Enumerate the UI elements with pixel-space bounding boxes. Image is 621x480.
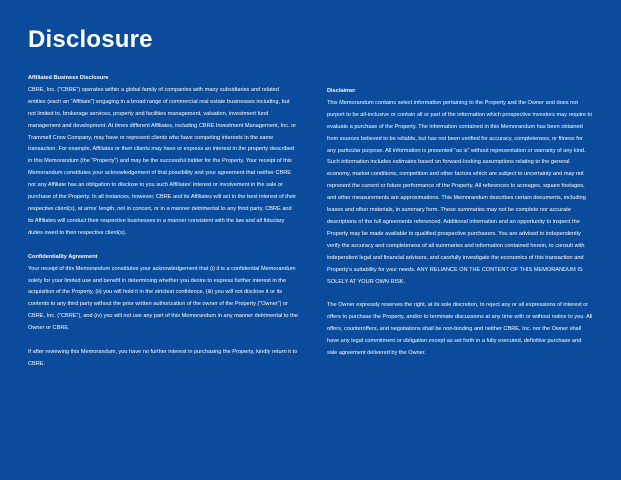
left-column [28,73,298,371]
owner-rights-paragraph: The Owner expressly reserves the right, at its sole discretion, to reject any or all expressions of interest or offers to purchase the Property, and/or to terminate discussions at any time with or without notice to you. All offers, counteroffers, and negotiations shall be non-binding and neither CBRE, Inc. nor the Owner shall have any legal commitment or obligation except as set forth in a fully executed, definitive purchase and sale agreement delivered by the Owner. [327,302,593,357]
right-column [327,73,593,360]
confidentiality-closing: If after reviewing this Memorandum, you have no further interest in purchasing the Property, kindly return it to CBRE. [28,349,298,367]
disclaimer-body: This Memorandum contains select information pertaining to the Property and the Owner and does not purport to be all-inclusive or contain all or part of the information which prospective investors may require to evaluate a purchase of the Property. The information contained in this Memorandum has been obtained from sources believed to be reliable, but has not been verified for accuracy, completeness, or fitness for any particular purpose. All information is presented “as is” without representation or warranty of any kind. Such information includes estimates based on forward-looking assumptions relating to the general economy, market conditions, competition and other factors which are subject to uncertainty and may not represent the current or future performance of the Property. All references to acreages, square footages, and other measurements are approximations. This Memorandum describes certain documents, including leases and other materials, in summary form. These summaries may not be complete nor accurate descriptions of the full agreements referenced. Additional information and an opportunity to inspect the Property may be made available to qualified prospective purchasers. You are advised to independently verify the accuracy and completeness of all summaries and information contained herein, to consult with independent legal and financial advisors, and carefully investigate the economics of this transaction and Property’s suitability for your needs. ANY RELIANCE ON THE CONTENT OF THIS MEMORANDUM IS SOLELY AT YOUR OWN RISK. [327,99,593,285]
affiliated-heading: Affiliated Business Disclosure [28,75,109,81]
page-title: Disclosure [28,26,153,53]
confidentiality-heading: Confidentiality Agreement [28,253,98,260]
confidentiality-body: Your receipt of this Memorandum constitutes your acknowledgement that (i) it is a confidential Memorandum solely for your limited use and benefit in determining whether you desire to express further interest in the acquisition of the Property, (ii) you will hold it in the strictest confidence, (iii) you will not disclose it or its contents to any third party without the prior written authorization of the owner of the Property (“Owner”) or CBRE, Inc. (“CBRE”), and (iv) you will not use any part of this Memorandum in any manner detrimental to the Owner or CBRE. [28,265,298,332]
affiliated-body: CBRE, Inc. (“CBRE”) operates within a global family of companies with many subsidiaries and related entities (each an “Affiliate”) engaging in a broad range of commercial real estate businesses including, but not limited to, brokerage services, property and facilities management, valuation, investment fund management and development. At times different Affiliates, including CBRE Investment Management, Inc. or Trammell Crow Company, may have or represent clients who have competing interests in the same transaction. For example, Affiliates or their clients may have or express an interest in the property described in this Memorandum (the “Property”) and may be the successful bidder for the Property. Your receipt of this Memorandum constitutes your acknowledgement of that possibility and your agreement that neither CBRE nor any Affiliate has an obligation to disclose to you such Affiliates’ interest or involvement in the sale or purchase of the Property. In all instances, however, CBRE and its Affiliates will act in the best interest of their respective client(s), at arms’ length, not in concert, or in a manner detrimental to any third party. CBRE and its Affiliates will conduct their respective businesses in a manner consistent with the law and all fiduciary duties owed to their respective client(s). [28,86,297,236]
disclaimer-heading: Disclaimer [327,88,356,94]
